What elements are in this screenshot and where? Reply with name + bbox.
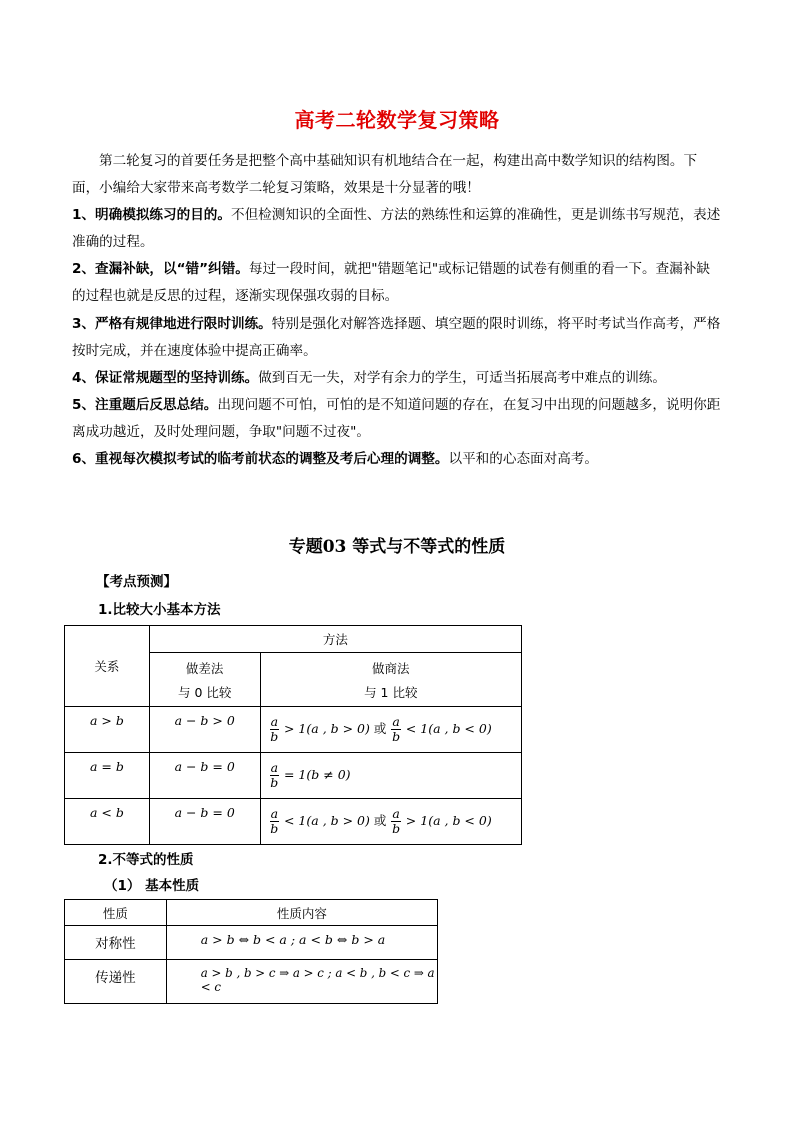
strategy-item-6	[72, 446, 722, 473]
subsection-compare-methods: 1.比较大小基本方法	[98, 602, 221, 618]
strategy-item-text: 出现问题不可怕，可怕的是不知道问题的存在，在复习中出现的问题越多，说明你距离成功越近，及时处理问题，争取"问题不过夜"。	[72, 397, 721, 440]
or-word: 或	[373, 813, 387, 828]
header-property-content: 性质内容	[166, 900, 437, 926]
strategy-item-text: 不但检测知识的全面性、方法的熟练性和运算的准确性，更是训练书写规范，表述准确的过程。	[72, 207, 721, 250]
fraction-numerator: a	[270, 760, 279, 775]
fraction	[270, 807, 279, 836]
header-relation: 关系	[65, 626, 150, 707]
subsection-basic-properties: （1） 基本性质	[104, 878, 200, 894]
header-quotient-sub: 与 1 比较	[364, 684, 418, 700]
or-word: 或	[373, 721, 387, 736]
strategy-item-1	[72, 202, 722, 256]
property-name: 传递性	[65, 960, 167, 1004]
strategy-item-heading: 1、明确模拟练习的目的。	[72, 207, 231, 223]
table-row	[65, 753, 522, 799]
quotient-condition: > 1(a , b > 0)	[280, 721, 370, 736]
difference-cell: a − b > 0	[149, 707, 260, 753]
header-quotient	[260, 653, 521, 707]
table-row	[65, 926, 438, 960]
header-difference-label: 做差法	[185, 660, 224, 676]
fraction	[391, 807, 400, 836]
header-difference	[149, 653, 260, 707]
strategy-item-5	[72, 392, 722, 446]
fraction-denominator: b	[270, 729, 279, 744]
relation-cell: a > b	[65, 707, 150, 753]
page-title: 高考二轮数学复习策略	[294, 108, 500, 132]
fraction-denominator: b	[392, 821, 401, 836]
property-name: 对称性	[65, 926, 167, 960]
fraction-denominator: b	[270, 821, 279, 836]
quotient-cell	[260, 753, 521, 799]
strategy-item-heading: 5、注重题后反思总结。	[72, 397, 218, 413]
strategy-item-text: 每过一段时间，就把"错题笔记"或标记错题的试卷有侧重的看一下。查漏补缺的过程也就是反思的过程，逐渐实现保强攻弱的目标。	[72, 261, 710, 304]
quotient-condition: < 1(a , b < 0)	[401, 721, 492, 736]
header-property: 性质	[65, 900, 167, 926]
strategy-item-heading: 3、严格有规律地进行限时训练。	[72, 316, 272, 332]
property-content: a > b , b > c ⇒ a > c ; a < b , b < c ⇒ a < c	[166, 960, 437, 1004]
fraction-numerator: a	[270, 714, 279, 729]
strategy-item-heading: 4、保证常规题型的坚持训练。	[72, 370, 259, 386]
difference-cell: a − b = 0	[149, 799, 260, 845]
strategy-item-heading: 2、查漏补缺，以“错”纠错。	[72, 261, 249, 277]
strategy-item-heading: 6、重视每次模拟考试的临考前状态的调整及考后心理的调整。	[72, 451, 449, 467]
quotient-condition: = 1(b ≠ 0)	[280, 767, 351, 782]
strategy-item-text: 以平和的心态面对高考。	[448, 451, 599, 467]
strategy-item-4	[72, 365, 722, 392]
difference-cell: a − b = 0	[149, 753, 260, 799]
fraction-denominator: b	[392, 729, 401, 744]
table-row	[65, 799, 522, 845]
header-difference-sub: 与 0 比较	[177, 684, 232, 700]
table-row	[65, 960, 438, 1004]
fraction	[391, 715, 400, 744]
intro-paragraph: 第二轮复习的首要任务是把整个高中基础知识有机地结合在一起，构建出高中数学知识的结构图。下面，小编给大家带来高考数学二轮复习策略，效果是十分显著的哦！	[72, 153, 698, 196]
quotient-condition: < 1(a , b > 0)	[280, 813, 370, 828]
quotient-cell	[260, 707, 521, 753]
table-row	[65, 707, 522, 753]
strategy-item-text: 做到百无一失，对学有余力的学生，可适当拓展高考中难点的训练。	[258, 370, 666, 386]
fraction-numerator: a	[392, 806, 400, 821]
basic-properties-table	[64, 899, 438, 1004]
property-content: a > b ⇔ b < a ; a < b ⇔ b > a	[166, 926, 437, 960]
strategy-item-text: 特别是强化对解答选择题、填空题的限时训练，将平时考试当作高考，严格按时完成，并在速度体验中提高正确率。	[72, 316, 721, 359]
quotient-cell	[260, 799, 521, 845]
fraction	[270, 761, 279, 790]
fraction-numerator: a	[392, 714, 400, 729]
kaodian-label: 【考点预测】	[96, 574, 177, 590]
section-title: 专题03 等式与不等式的性质	[288, 537, 506, 557]
subsection-inequality-properties: 2.不等式的性质	[98, 852, 194, 868]
header-method: 方法	[149, 626, 521, 653]
compare-methods-table	[64, 625, 522, 845]
quotient-condition: > 1(a , b < 0)	[401, 813, 492, 828]
strategy-item-2	[72, 256, 722, 310]
fraction-denominator: b	[270, 775, 279, 790]
relation-cell: a = b	[65, 753, 150, 799]
fraction-numerator: a	[270, 806, 279, 821]
fraction	[270, 715, 279, 744]
header-quotient-label: 做商法	[372, 660, 410, 676]
relation-cell: a < b	[65, 799, 150, 845]
strategy-item-3	[72, 311, 722, 365]
